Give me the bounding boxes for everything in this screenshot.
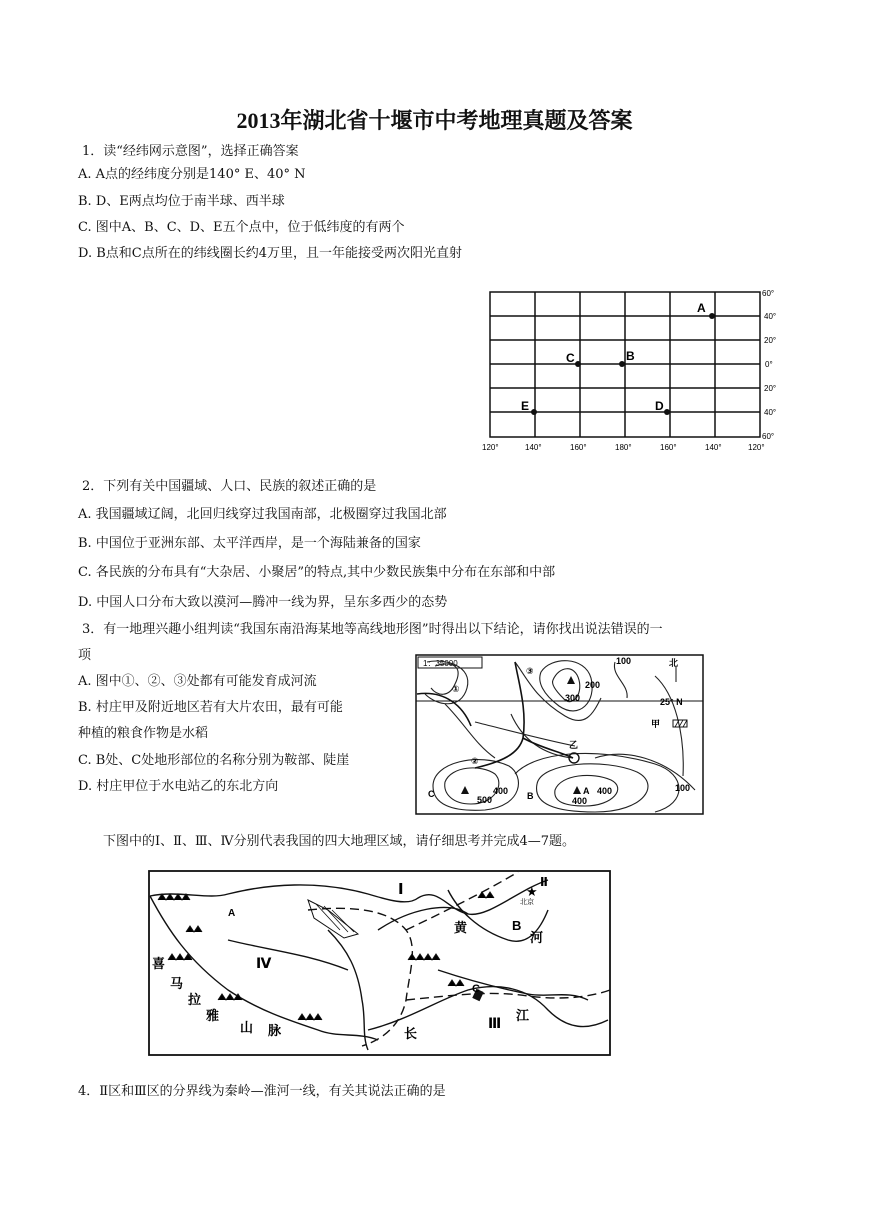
q3-option-b: B. 村庄甲及附近地区若有大片农田，最有可能	[78, 700, 343, 715]
lon-label: 140°	[525, 443, 542, 452]
q3-option-c: C. B处、C处地形部位的名称分别为鞍部、陡崖	[78, 753, 350, 768]
river-huang-char-1: 黄	[454, 920, 468, 935]
point-c-label: C	[566, 351, 575, 365]
region-ii-label: Ⅱ	[540, 875, 548, 889]
region-iii-label: Ⅲ	[488, 1015, 502, 1031]
lon-label: 160°	[660, 443, 677, 452]
q1-option-b: B. D、E两点均位于南半球、西半球	[78, 194, 285, 209]
q2-option-a: A. 我国疆域辽阔，北回归线穿过我国南部，北极圈穿过我国北部	[78, 507, 447, 522]
q3-option-a: A. 图中①、②、③处都有可能发育成河流	[78, 674, 317, 689]
himalaya-char-3: 拉	[188, 992, 202, 1007]
point-b-label: B	[626, 349, 635, 363]
label-b: B	[512, 918, 522, 933]
contour-label: 400	[597, 786, 613, 796]
contour-label: 200	[585, 680, 601, 690]
lat-25n-label: 25° N	[660, 697, 683, 707]
q4-stem: 4．Ⅱ区和Ⅲ区的分界线为秦岭—淮河一线，有关其说法正确的是	[78, 1084, 446, 1099]
himalaya-char-2: 马	[170, 976, 184, 991]
mark-2: ②	[471, 756, 479, 766]
lat-label: 20°	[764, 384, 777, 393]
section-intro: 下图中的Ⅰ、Ⅱ、Ⅲ、Ⅳ分别代表我国的四大地理区域，请仔细思考并完成4—7题。	[103, 834, 576, 849]
q2-stem: 2．下列有关中国疆域、人口、民族的叙述正确的是	[82, 479, 377, 494]
q3-option-b-cont: 种植的粮食作物是水稻	[78, 726, 209, 741]
graticule-figure	[478, 284, 784, 456]
point-a-label: A	[697, 301, 706, 315]
q3-stem: 3．有一地理兴趣小组判读“我国东南沿海某地等高线地形图”时得出以下结论，请你找出说法错误的一	[82, 622, 663, 637]
lat-label: 40°	[764, 408, 777, 417]
region-i-label: Ⅰ	[398, 881, 404, 898]
china-regions-map	[148, 870, 611, 1056]
point-e-label: E	[521, 399, 530, 413]
lat-label: 20°	[764, 336, 777, 345]
point-c-label: C	[428, 789, 435, 799]
map-scale: 1：35000	[423, 659, 458, 668]
point-d-label: D	[655, 399, 664, 413]
beijing-label: 北京	[520, 899, 534, 906]
q1-option-c: C. 图中A、B、C、D、E五个点中，位于低纬度的有两个	[78, 220, 405, 235]
contour-label: 100	[675, 783, 691, 793]
beijing-star-icon: ★	[526, 884, 538, 899]
lon-label: 120°	[482, 443, 499, 452]
label-a: A	[228, 908, 236, 919]
contour-label: 400	[572, 796, 588, 806]
contour-label: 400	[493, 786, 509, 796]
region-iv-label: Ⅳ	[256, 955, 272, 971]
lat-label: 0°	[765, 360, 773, 369]
himalaya-char-5: 山	[240, 1020, 254, 1035]
point-b-label: B	[527, 791, 534, 801]
label-c: C	[472, 983, 480, 995]
contour-label: 500	[477, 795, 493, 805]
river-huang-char-2: 河	[530, 930, 544, 945]
mark-3: ③	[526, 666, 534, 676]
lat-label: 40°	[764, 312, 777, 321]
lon-label: 140°	[705, 443, 722, 452]
point-a-label: A	[583, 786, 590, 796]
river-chang-char-1: 长	[404, 1026, 418, 1041]
lon-label: 160°	[570, 443, 587, 452]
river-chang-char-2: 江	[516, 1008, 530, 1023]
himalaya-char-1: 喜	[152, 956, 166, 971]
contour-label: 300	[565, 693, 581, 703]
lat-label: 60°	[762, 289, 775, 298]
lon-label: 120°	[748, 443, 765, 452]
north-label: 北	[669, 658, 679, 668]
q2-option-c: C. 各民族的分布具有“大杂居、小聚居”的特点,其中少数民族集中分布在东部和中部	[78, 565, 556, 580]
lon-label: 180°	[615, 443, 632, 452]
q1-stem: 1．读“经纬网示意图”，选择正确答案	[82, 144, 299, 159]
contour-map	[415, 654, 705, 816]
page-title: 2013年湖北省十堰市中考地理真题及答案	[236, 108, 633, 133]
lat-label: 60°	[762, 432, 775, 441]
mark-1: ①	[452, 684, 460, 694]
q3-option-d: D. 村庄甲位于水电站乙的东北方向	[78, 779, 279, 794]
q2-option-d: D. 中国人口分布大致以漠河—腾冲一线为界，呈东多西少的态势	[78, 595, 448, 610]
q3-stem-cont: 项	[78, 648, 92, 663]
q2-option-b: B. 中国位于亚洲东部、太平洋西岸，是一个海陆兼备的国家	[78, 536, 421, 551]
q1-option-a: A. A点的经纬度分别是140° E、40° N	[78, 167, 306, 182]
himalaya-char-4: 雅	[206, 1008, 220, 1023]
himalaya-char-6: 脉	[268, 1023, 282, 1038]
q1-option-d: D. B点和C点所在的纬线圈长约4万里，且一年能接受两次阳光直射	[78, 246, 462, 261]
station-label: 乙	[569, 740, 579, 750]
village-label: 甲	[651, 719, 661, 729]
contour-label: 100	[616, 656, 632, 666]
